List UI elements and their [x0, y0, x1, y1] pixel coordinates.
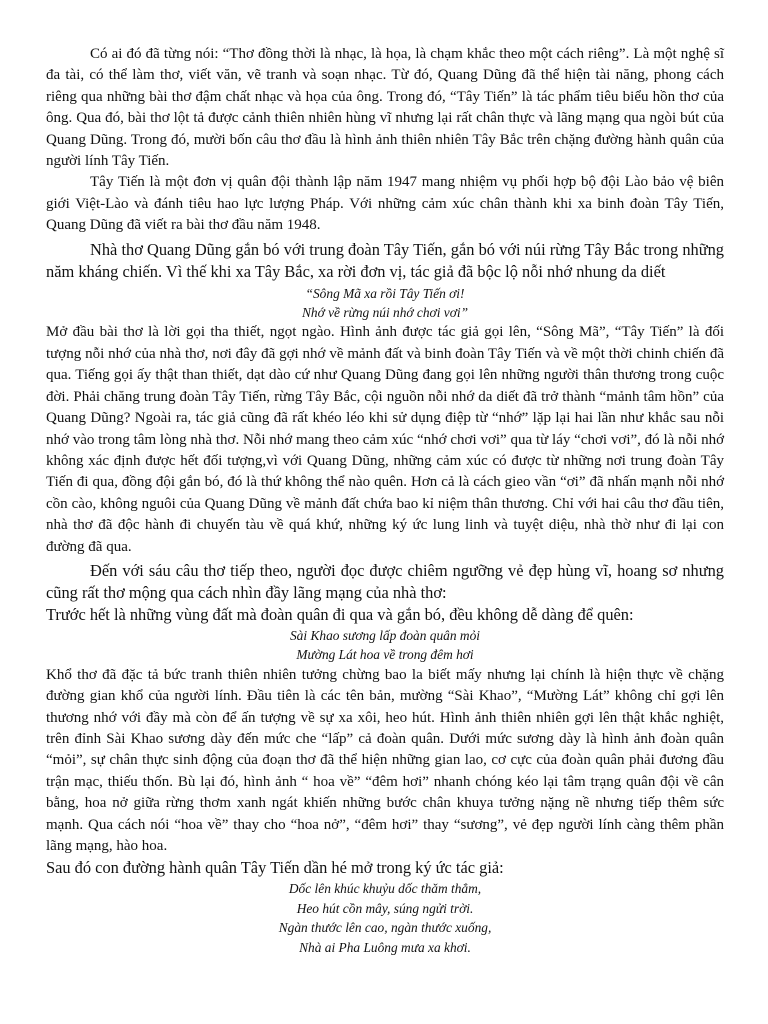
poem-line: Dốc lên khúc khuỷu dốc thăm thẳm,: [288, 881, 482, 897]
paragraph-analysis-2: Khổ thơ đã đặc tả bức tranh thiên nhiên tưởng chừng bao la biết mấy nhưng lại chính là hiện thực về chặng đường gian khổ của người lính. Đầu tiên là các tên bản, mường “Sài Khao”, “Mường Lát” không chỉ gợi lên thương nhớ với đầy mà còn để ấn tượng về sự xa xôi, heo hút. Hình ảnh thiên nhiên gợi lên thật khắc nghiệt, trên đỉnh Sài Khao sương dày đến mức che “lấp” cả đoàn quân. Dưới mức sương dày là hình ảnh đoàn quân “mỏi”, sự chân thực sinh động của đoạn thơ đã thể hiện những gian lao, cơ cực của đoàn quân phải đương đầu trận mạc, thiếu thốn. Bù lại đó, hình ảnh “ hoa về” “đêm hơi” nhanh chóng kéo lại tâm trạng quân đội về cân bằng, hoa nở giữa rừng thơm xanh ngát khiến những bước chân khuya tưởng nặng nề nhưng tiếp thêm sức mạnh. Qua cách nói “hoa về” thay cho “hoa nở”, “đêm hơi” thay “sương”, vẻ đẹp người lính càng thêm phần lãng mạng, hào hoa.: [46, 666, 724, 854]
paragraph-background: Tây Tiến là một đơn vị quân đội thành lập năm 1947 mang nhiệm vụ phối hợp bộ đội Lào bảo vệ biên giới Việt-Lào và đánh tiêu hao lực lượng Pháp. Với những cảm xúc chân thành khi xa binh đoàn Tây Tiến, Quang Dũng đã viết ra bài thơ đầu năm 1948.: [46, 174, 724, 234]
poem-excerpt-2: [46, 626, 724, 665]
paragraph-analysis-1: Mở đầu bài thơ là lời gọi tha thiết, ngọt ngào. Hình ảnh được tác giả gọi lên, “Sông Mã”, “Tây Tiến” là đối tượng nỗi nhớ của nhà thơ, nơi đây đã gợi nhớ về mảnh đất và binh đoàn Tây Tiến và về một thời chinh chiến đã qua. Tiếng gọi ấy thật than thiết, dạt dào cứ như Quang Dũng đang gọi lên những người thân thương trong cuộc đời. Phải chăng trung đoàn Tây Tiến, rừng Tây Bắc, cội nguồn nỗi nhớ da diết đã trở thành “mảnh tâm hồn” của Quang Dũng? Ngoài ra, tác giả cũng đã rất khéo léo khi sử dụng điệp từ “nhớ” lặp lại hai lần như khắc sau nỗi nhớ vào trong tâm lòng nhà thơ. Nỗi nhớ mang theo cảm xúc “nhớ chơi vơi” qua từ láy “chơi vơi”, đó là nỗi nhớ không xác định được hết đối tượng,vì với Quang Dũng, những cảm xúc có được từ những nơi trung đoàn Tây Tiến đi qua, đồng đội gắn bó, đó là thứ không thể nào quên. Hơn cả là cách gieo vần “ơi” đã nhấn mạnh nỗi nhớ cồn cào, không nguôi của Quang Dũng về mảnh đất chứa bao kỉ niệm thân thương. Chỉ với hai câu thơ đầu tiên, nhà thơ đã độc hành đi chuyến tàu về quá khứ, những ký ức lung linh và tuyệt diệu, nhà thờ như đi lại con đường đã qua.: [46, 324, 724, 555]
paragraph-transition: Đến với sáu câu thơ tiếp theo, người đọc được chiêm ngưỡng vẻ đẹp hùng vĩ, hoang sơ nhưng cũng rất thơ mộng qua cách nhìn đầy lãng mạng của nhà thơ:: [46, 560, 724, 602]
poem-line: “Sông Mã xa rồi Tây Tiến ơi!: [305, 285, 465, 301]
poem-line: Mường Lát hoa về trong đêm hơi: [296, 647, 474, 663]
poem-line: Ngàn thước lên cao, ngàn thước xuống,: [278, 920, 492, 936]
paragraph-lead-in: Trước hết là những vùng đất mà đoàn quân đi qua và gắn bó, đều không dễ dàng để quên:: [46, 604, 634, 624]
paragraph-intro: Có ai đó đã từng nói: “Thơ đồng thời là nhạc, là họa, là chạm khắc theo một cách riêng”. Là một nghệ sĩ đa tài, có thể làm thơ, viết văn, vẽ tranh và soạn nhạc. Từ đó, Quang Dũng đã thể hiện tài năng, phong cách riêng qua những bài thơ đậm chất nhạc và họa của ông. Trong đó, “Tây Tiến” là tác phẩm tiêu biểu hồn thơ của ông. Qua đó, bài thơ lột tả được cảnh thiên nhiên hùng vĩ nhưng lại rất chân thực và lãng mạng qua ngòi bút của Quang Dũng. Trong đó, mười bốn câu thơ đầu là hình ảnh thiên nhiên Tây Bắc trên chặng đường hành quân của người lính Tây Tiến.: [46, 46, 724, 170]
poem-line: Sài Khao sương lấp đoàn quân mỏi: [289, 627, 481, 643]
poem-excerpt-1: [46, 284, 724, 323]
poem-line: Heo hút cồn mây, súng ngửi trời.: [296, 900, 474, 916]
poem-excerpt-3: [46, 879, 724, 957]
paragraph-nostalgia: Nhà thơ Quang Dũng gắn bó với trung đoàn Tây Tiến, gắn bó với núi rừng Tây Bắc trong những năm kháng chiến. Vì thế khi xa Tây Bắc, xa rời đơn vị, tác giả đã bộc lộ nỗi nhớ nhung da diết: [46, 239, 724, 281]
paragraph-lead-in-2: Sau đó con đường hành quân Tây Tiến dần hé mở trong ký ức tác giả:: [46, 858, 504, 878]
poem-line: Nhớ về rừng núi nhớ chơi vơi”: [301, 305, 469, 321]
poem-line: Nhà ai Pha Luông mưa xa khơi.: [299, 939, 471, 955]
